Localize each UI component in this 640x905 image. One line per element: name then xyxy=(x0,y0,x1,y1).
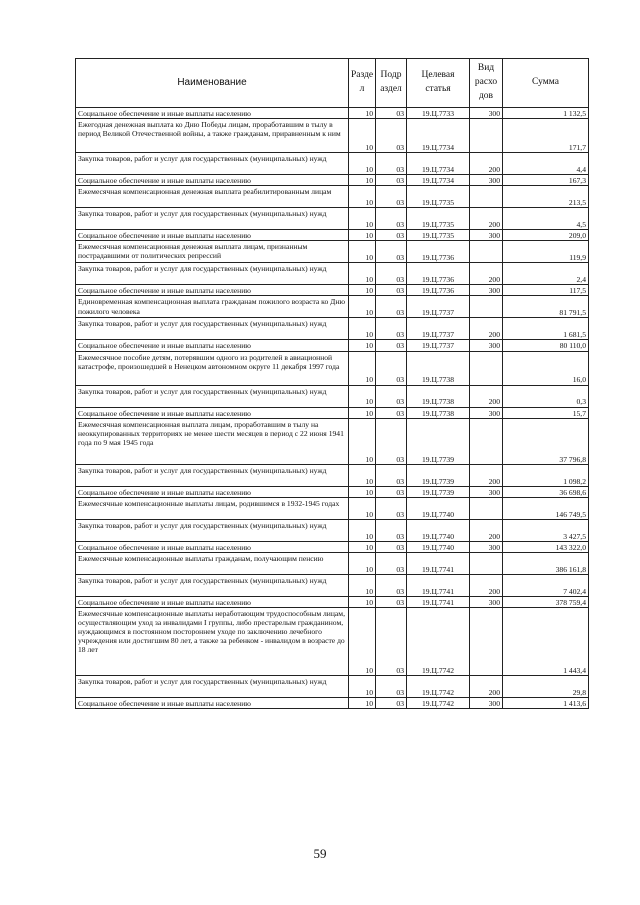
cell-section: 10 xyxy=(349,464,376,486)
cell-sum: 1 132,5 xyxy=(503,108,589,119)
cell-article: 19.Ц.7742 xyxy=(407,675,470,697)
table-body xyxy=(76,108,589,709)
cell-sum: 29,8 xyxy=(503,675,589,697)
cell-section: 10 xyxy=(349,318,376,340)
cell-name: Закупка товаров, работ и услуг для государственных (муниципальных) нужд xyxy=(76,153,349,175)
cell-subsection: 03 xyxy=(376,340,407,351)
table-row xyxy=(76,464,589,486)
table-row xyxy=(76,175,589,186)
cell-sum: 7 402,4 xyxy=(503,574,589,596)
table-row xyxy=(76,574,589,596)
cell-kind: 200 xyxy=(470,464,503,486)
cell-kind xyxy=(470,119,503,153)
budget-table xyxy=(75,58,589,709)
cell-section: 10 xyxy=(349,596,376,607)
table-row xyxy=(76,263,589,285)
cell-kind: 300 xyxy=(470,407,503,418)
header-sum: Сумма xyxy=(503,59,589,108)
cell-sum: 1 098,2 xyxy=(503,464,589,486)
cell-name: Социальное обеспечение и иные выплаты населению xyxy=(76,407,349,418)
cell-subsection: 03 xyxy=(376,208,407,230)
cell-article: 19.Ц.7741 xyxy=(407,552,470,574)
table-row xyxy=(76,697,589,708)
cell-kind: 200 xyxy=(470,675,503,697)
table-row xyxy=(76,351,589,385)
cell-article: 19.Ц.7736 xyxy=(407,285,470,296)
cell-article: 19.Ц.7735 xyxy=(407,208,470,230)
cell-name: Социальное обеспечение и иные выплаты населению xyxy=(76,541,349,552)
cell-subsection: 03 xyxy=(376,407,407,418)
cell-subsection: 03 xyxy=(376,186,407,208)
table-row xyxy=(76,596,589,607)
cell-subsection: 03 xyxy=(376,230,407,241)
cell-article: 19.Ц.7735 xyxy=(407,230,470,241)
cell-kind: 300 xyxy=(470,486,503,497)
cell-name: Социальное обеспечение и иные выплаты населению xyxy=(76,486,349,497)
cell-article: 19.Ц.7739 xyxy=(407,486,470,497)
cell-section: 10 xyxy=(349,607,376,675)
cell-name: Социальное обеспечение и иные выплаты населению xyxy=(76,230,349,241)
cell-name: Закупка товаров, работ и услуг для государственных (муниципальных) нужд xyxy=(76,675,349,697)
cell-subsection: 03 xyxy=(376,697,407,708)
cell-kind xyxy=(470,296,503,318)
cell-kind: 200 xyxy=(470,318,503,340)
cell-sum: 15,7 xyxy=(503,407,589,418)
cell-sum: 36 698,6 xyxy=(503,486,589,497)
cell-section: 10 xyxy=(349,153,376,175)
cell-name: Закупка товаров, работ и услуг для государственных (муниципальных) нужд xyxy=(76,385,349,407)
cell-name: Ежемесячные компенсационные выплаты лицам, родившимся в 1932-1945 годах xyxy=(76,497,349,519)
cell-name: Социальное обеспечение и иные выплаты населению xyxy=(76,285,349,296)
cell-article: 19.Ц.7737 xyxy=(407,296,470,318)
cell-section: 10 xyxy=(349,108,376,119)
cell-kind: 200 xyxy=(470,574,503,596)
cell-subsection: 03 xyxy=(376,596,407,607)
cell-sum: 80 110,0 xyxy=(503,340,589,351)
cell-name: Ежегодная денежная выплата ко Дню Победы лицам, проработавшим в тылу в период Великой Отечественной войны, а также гражданам, приравненным к ним xyxy=(76,119,349,153)
cell-kind: 200 xyxy=(470,263,503,285)
cell-sum: 117,5 xyxy=(503,285,589,296)
table-row xyxy=(76,119,589,153)
cell-kind xyxy=(470,241,503,263)
header-kind: Вид расхо дов xyxy=(470,59,503,108)
cell-article: 19.Ц.7740 xyxy=(407,541,470,552)
cell-section: 10 xyxy=(349,351,376,385)
cell-subsection: 03 xyxy=(376,497,407,519)
table-row xyxy=(76,230,589,241)
cell-subsection: 03 xyxy=(376,108,407,119)
cell-name: Закупка товаров, работ и услуг для государственных (муниципальных) нужд xyxy=(76,318,349,340)
cell-sum: 143 322,0 xyxy=(503,541,589,552)
cell-subsection: 03 xyxy=(376,285,407,296)
cell-sum: 37 796,8 xyxy=(503,418,589,464)
cell-section: 10 xyxy=(349,407,376,418)
table-row xyxy=(76,108,589,119)
cell-section: 10 xyxy=(349,230,376,241)
cell-sum: 386 161,8 xyxy=(503,552,589,574)
cell-subsection: 03 xyxy=(376,607,407,675)
cell-section: 10 xyxy=(349,175,376,186)
cell-kind: 300 xyxy=(470,175,503,186)
cell-subsection: 03 xyxy=(376,552,407,574)
cell-article: 19.Ц.7736 xyxy=(407,263,470,285)
cell-name: Закупка товаров, работ и услуг для государственных (муниципальных) нужд xyxy=(76,263,349,285)
cell-section: 10 xyxy=(349,519,376,541)
cell-name: Закупка товаров, работ и услуг для государственных (муниципальных) нужд xyxy=(76,519,349,541)
cell-name: Социальное обеспечение и иные выплаты населению xyxy=(76,340,349,351)
table-row xyxy=(76,552,589,574)
cell-name: Ежемесячная компенсационная денежная выплата лицам, признанным пострадавшими от политических репрессий xyxy=(76,241,349,263)
cell-section: 10 xyxy=(349,208,376,230)
cell-section: 10 xyxy=(349,241,376,263)
cell-subsection: 03 xyxy=(376,675,407,697)
cell-section: 10 xyxy=(349,296,376,318)
cell-section: 10 xyxy=(349,340,376,351)
cell-section: 10 xyxy=(349,119,376,153)
cell-sum: 119,9 xyxy=(503,241,589,263)
cell-section: 10 xyxy=(349,263,376,285)
cell-kind xyxy=(470,607,503,675)
cell-kind: 200 xyxy=(470,153,503,175)
cell-sum: 4,5 xyxy=(503,208,589,230)
cell-article: 19.Ц.7742 xyxy=(407,607,470,675)
cell-name: Социальное обеспечение и иные выплаты населению xyxy=(76,697,349,708)
cell-sum: 3 427,5 xyxy=(503,519,589,541)
table-row xyxy=(76,385,589,407)
header-section: Разде л xyxy=(349,59,376,108)
cell-sum: 4,4 xyxy=(503,153,589,175)
cell-article: 19.Ц.7734 xyxy=(407,119,470,153)
cell-subsection: 03 xyxy=(376,153,407,175)
header-subsection: Подр аздел xyxy=(376,59,407,108)
cell-name: Ежемесячное пособие детям, потерявшим одного из родителей в авиационной катастрофе, произошедшей в Ненецком автономном округе 11 декабря 1997 года xyxy=(76,351,349,385)
cell-kind: 300 xyxy=(470,340,503,351)
cell-article: 19.Ц.7738 xyxy=(407,407,470,418)
cell-name: Закупка товаров, работ и услуг для государственных (муниципальных) нужд xyxy=(76,464,349,486)
cell-article: 19.Ц.7739 xyxy=(407,418,470,464)
cell-article: 19.Ц.7736 xyxy=(407,241,470,263)
cell-sum: 81 791,5 xyxy=(503,296,589,318)
cell-sum: 1 681,5 xyxy=(503,318,589,340)
cell-name: Социальное обеспечение и иные выплаты населению xyxy=(76,108,349,119)
cell-section: 10 xyxy=(349,285,376,296)
cell-article: 19.Ц.7739 xyxy=(407,464,470,486)
table-row xyxy=(76,318,589,340)
cell-article: 19.Ц.7733 xyxy=(407,108,470,119)
cell-article: 19.Ц.7741 xyxy=(407,574,470,596)
cell-section: 10 xyxy=(349,552,376,574)
cell-name: Социальное обеспечение и иные выплаты населению xyxy=(76,596,349,607)
cell-name: Единовременная компенсационная выплата гражданам пожилого возраста ко Дню пожилого человека xyxy=(76,296,349,318)
cell-subsection: 03 xyxy=(376,385,407,407)
cell-subsection: 03 xyxy=(376,351,407,385)
cell-section: 10 xyxy=(349,486,376,497)
cell-article: 19.Ц.7740 xyxy=(407,519,470,541)
page-number: 59 xyxy=(313,846,327,861)
cell-kind: 200 xyxy=(470,208,503,230)
table-row xyxy=(76,186,589,208)
cell-sum: 16,0 xyxy=(503,351,589,385)
cell-name: Ежемесячная компенсационная денежная выплата реабилитированным лицам xyxy=(76,186,349,208)
cell-kind xyxy=(470,186,503,208)
cell-name: Закупка товаров, работ и услуг для государственных (муниципальных) нужд xyxy=(76,574,349,596)
table-header-row xyxy=(76,59,589,108)
cell-article: 19.Ц.7738 xyxy=(407,385,470,407)
cell-kind xyxy=(470,418,503,464)
table-row xyxy=(76,519,589,541)
cell-kind: 300 xyxy=(470,541,503,552)
cell-article: 19.Ц.7742 xyxy=(407,697,470,708)
cell-section: 10 xyxy=(349,675,376,697)
cell-kind xyxy=(470,351,503,385)
cell-kind xyxy=(470,497,503,519)
cell-sum: 378 759,4 xyxy=(503,596,589,607)
table-row xyxy=(76,208,589,230)
cell-name: Ежемесячные компенсационные выплаты неработающим трудоспособным лицам, осуществляющим уход за инвалидами I группы, либо престарелым гражданином, нуждающимся в постоянном постороннем уходе по заключению лечебного учреждения или достигшим 80 лет, а также за ребенком - инвалидом в возрасте до 18 лет xyxy=(76,607,349,675)
cell-article: 19.Ц.7741 xyxy=(407,596,470,607)
cell-section: 10 xyxy=(349,697,376,708)
header-article: Целевая статья xyxy=(407,59,470,108)
table-row xyxy=(76,407,589,418)
cell-subsection: 03 xyxy=(376,574,407,596)
cell-section: 10 xyxy=(349,385,376,407)
cell-kind: 300 xyxy=(470,285,503,296)
table-row xyxy=(76,285,589,296)
cell-kind: 200 xyxy=(470,385,503,407)
table-row xyxy=(76,541,589,552)
cell-subsection: 03 xyxy=(376,296,407,318)
header-name: Наименование xyxy=(76,59,349,108)
cell-subsection: 03 xyxy=(376,464,407,486)
cell-sum: 171,7 xyxy=(503,119,589,153)
cell-article: 19.Ц.7734 xyxy=(407,153,470,175)
cell-article: 19.Ц.7737 xyxy=(407,340,470,351)
cell-subsection: 03 xyxy=(376,318,407,340)
cell-sum: 209,0 xyxy=(503,230,589,241)
cell-article: 19.Ц.7735 xyxy=(407,186,470,208)
cell-sum: 0,3 xyxy=(503,385,589,407)
cell-kind: 300 xyxy=(470,697,503,708)
cell-sum: 167,3 xyxy=(503,175,589,186)
cell-kind: 300 xyxy=(470,230,503,241)
cell-kind: 200 xyxy=(470,519,503,541)
cell-section: 10 xyxy=(349,541,376,552)
cell-section: 10 xyxy=(349,497,376,519)
cell-article: 19.Ц.7738 xyxy=(407,351,470,385)
cell-subsection: 03 xyxy=(376,418,407,464)
table-row xyxy=(76,241,589,263)
table-row xyxy=(76,497,589,519)
table-row xyxy=(76,340,589,351)
table-row xyxy=(76,607,589,675)
cell-section: 10 xyxy=(349,418,376,464)
cell-sum: 1 443,4 xyxy=(503,607,589,675)
cell-subsection: 03 xyxy=(376,519,407,541)
cell-sum: 2,4 xyxy=(503,263,589,285)
table-row xyxy=(76,296,589,318)
table-row xyxy=(76,675,589,697)
cell-section: 10 xyxy=(349,186,376,208)
cell-name: Социальное обеспечение и иные выплаты населению xyxy=(76,175,349,186)
cell-article: 19.Ц.7740 xyxy=(407,497,470,519)
cell-article: 19.Ц.7734 xyxy=(407,175,470,186)
table-row xyxy=(76,418,589,464)
cell-subsection: 03 xyxy=(376,486,407,497)
cell-kind: 300 xyxy=(470,596,503,607)
cell-sum: 1 413,6 xyxy=(503,697,589,708)
cell-sum: 146 749,5 xyxy=(503,497,589,519)
cell-article: 19.Ц.7737 xyxy=(407,318,470,340)
cell-subsection: 03 xyxy=(376,541,407,552)
table-row xyxy=(76,486,589,497)
cell-name: Закупка товаров, работ и услуг для государственных (муниципальных) нужд xyxy=(76,208,349,230)
cell-sum: 213,5 xyxy=(503,186,589,208)
cell-subsection: 03 xyxy=(376,175,407,186)
table-row xyxy=(76,153,589,175)
cell-subsection: 03 xyxy=(376,119,407,153)
cell-name: Ежемесячная компенсационная выплата лицам, проработавшим в тылу на неоккупированных территориях не менее шести месяцев в период с 22 июня 1941 года по 9 мая 1945 года xyxy=(76,418,349,464)
cell-name: Ежемесячные компенсационные выплаты гражданам, получающим пенсию xyxy=(76,552,349,574)
cell-subsection: 03 xyxy=(376,241,407,263)
cell-kind: 300 xyxy=(470,108,503,119)
cell-section: 10 xyxy=(349,574,376,596)
cell-subsection: 03 xyxy=(376,263,407,285)
cell-kind xyxy=(470,552,503,574)
